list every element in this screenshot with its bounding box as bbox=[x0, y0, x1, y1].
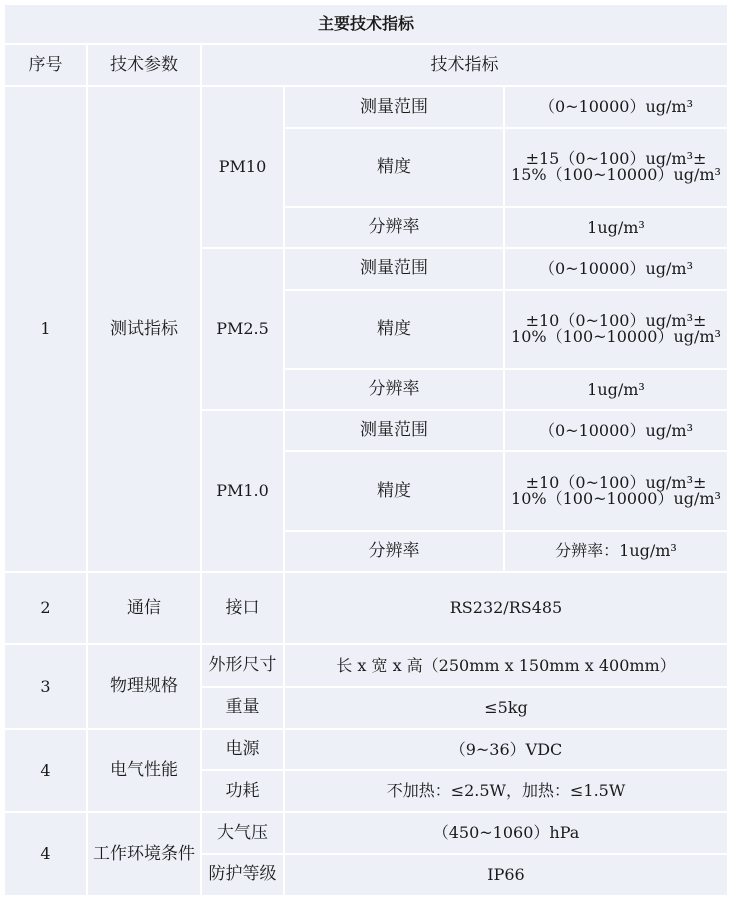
row-param-test: 测试指标 bbox=[88, 87, 200, 571]
row-no-1: 1 bbox=[5, 87, 86, 571]
pm10-accuracy-value bbox=[505, 129, 727, 206]
pm25-accuracy-line1: ±10（0~100）ug/m³± bbox=[525, 311, 707, 331]
pm1-resolution-label: 分辨率 bbox=[285, 532, 503, 571]
pm1-label: PM1.0 bbox=[202, 411, 283, 571]
header-param: 技术参数 bbox=[88, 45, 200, 85]
protection-value: IP66 bbox=[285, 855, 727, 895]
pm25-accuracy-value bbox=[505, 291, 727, 368]
pm1-accuracy-value bbox=[505, 452, 727, 529]
pm25-accuracy-line2: 10%（100~10000）ug/m³ bbox=[511, 327, 721, 347]
power-value: （9~36）VDC bbox=[285, 730, 727, 769]
row-param-electrical: 电气性能 bbox=[88, 730, 200, 811]
pm1-accuracy-line2: 10%（100~10000）ug/m³ bbox=[511, 489, 721, 509]
row-no-4: 4 bbox=[5, 730, 86, 811]
pm25-accuracy-label: 精度 bbox=[285, 291, 503, 368]
row-param-comm: 通信 bbox=[88, 573, 200, 643]
row-no-5: 4 bbox=[5, 813, 86, 895]
pm25-label: PM2.5 bbox=[202, 249, 283, 409]
pressure-value: （450~1060）hPa bbox=[285, 813, 727, 852]
protection-label: 防护等级 bbox=[202, 855, 283, 895]
weight-value: ≤5kg bbox=[285, 688, 727, 728]
comm-interface-value: RS232/RS485 bbox=[285, 573, 727, 643]
pm10-resolution-value: 1ug/m³ bbox=[505, 208, 727, 247]
pressure-label: 大气压 bbox=[202, 813, 283, 852]
pm1-range-label: 测量范围 bbox=[285, 411, 503, 450]
power-label: 电源 bbox=[202, 730, 283, 769]
pm25-resolution-label: 分辨率 bbox=[285, 370, 503, 409]
comm-interface-label: 接口 bbox=[202, 573, 283, 643]
pm1-accuracy-label: 精度 bbox=[285, 452, 503, 529]
row-param-environment: 工作环境条件 bbox=[88, 813, 200, 895]
row-no-2: 2 bbox=[5, 573, 86, 643]
pm25-resolution-value: 1ug/m³ bbox=[505, 370, 727, 409]
pm10-range-label: 测量范围 bbox=[285, 87, 503, 126]
pm10-resolution-label: 分辨率 bbox=[285, 208, 503, 247]
pm25-range-value: （0~10000）ug/m³ bbox=[505, 249, 727, 288]
row-param-physical: 物理规格 bbox=[88, 645, 200, 727]
dimension-label: 外形尺寸 bbox=[202, 645, 283, 685]
weight-label: 重量 bbox=[202, 688, 283, 728]
pm1-accuracy-line1: ±10（0~100）ug/m³± bbox=[525, 473, 707, 493]
spec-table bbox=[3, 3, 729, 897]
row-no-3: 3 bbox=[5, 645, 86, 727]
table-title: 主要技术指标 bbox=[5, 5, 727, 43]
pm10-accuracy-line2: 15%（100~10000）ug/m³ bbox=[511, 165, 721, 185]
pm10-range-value: （0~10000）ug/m³ bbox=[505, 87, 727, 126]
pm25-range-label: 测量范围 bbox=[285, 249, 503, 288]
pm10-label: PM10 bbox=[202, 87, 283, 247]
pm10-accuracy-line1: ±15（0~100）ug/m³± bbox=[525, 149, 707, 169]
pm10-accuracy-label: 精度 bbox=[285, 129, 503, 206]
header-spec: 技术指标 bbox=[202, 45, 727, 85]
consumption-value: 不加热：≤2.5W，加热：≤1.5W bbox=[285, 771, 727, 811]
consumption-label: 功耗 bbox=[202, 771, 283, 811]
dimension-value: 长 x 宽 x 高（250mm x 150mm x 400mm） bbox=[285, 645, 727, 685]
header-no: 序号 bbox=[5, 45, 86, 85]
pm1-resolution-value: 分辨率：1ug/m³ bbox=[505, 532, 727, 571]
pm1-range-value: （0~10000）ug/m³ bbox=[505, 411, 727, 450]
